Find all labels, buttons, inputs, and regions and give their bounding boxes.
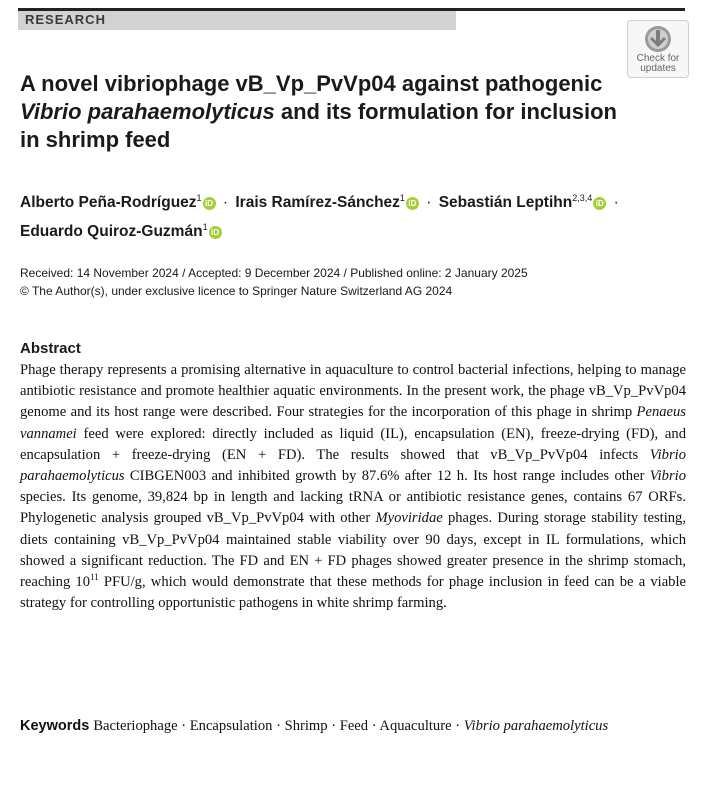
- abstract-superscript: 11: [90, 572, 99, 583]
- abstract-italic: Myoviridae: [375, 510, 443, 527]
- author-affiliation: 1: [196, 193, 202, 203]
- check-for-updates-badge[interactable]: [627, 20, 689, 78]
- author-affiliation: 1: [399, 193, 405, 203]
- orcid-icon[interactable]: iD: [593, 197, 606, 210]
- dates-line: Received: 14 November 2024 / Accepted: 9 December 2024 / Published online: 2 January 2025: [20, 266, 528, 280]
- author-1[interactable]: [20, 194, 216, 211]
- orcid-icon[interactable]: iD: [203, 197, 216, 210]
- author-2[interactable]: [235, 194, 419, 211]
- copyright-line: © The Author(s), under exclusive licence to Springer Nature Switzerland AG 2024: [20, 284, 453, 298]
- author-separator: ·: [222, 194, 229, 212]
- title-part1: A novel vibriophage vB_Vp_PvVp04 against pathogenic: [20, 71, 603, 96]
- abstract-segment: feed were explored: directly included as liquid (IL), encapsulation (EN), freeze-drying (FD), and encapsulation + freeze-drying (EN + FD). The results showed that vB_Vp_PvVp04 infects: [20, 425, 686, 463]
- title-part2: and its formulation for inclusion in shrimp feed: [20, 99, 617, 152]
- keywords-heading: Keywords: [20, 718, 90, 734]
- keywords: [20, 716, 670, 737]
- abstract-segment: Phage therapy represents a promising alternative in aquaculture to control bacterial infections, helping to manage antibiotic resistance and promote healthier aquatic environments. In the present work, the phage vB_Vp_PvVp04 genome and its host range were described. Four strategies for the incorporation of this phage in shrimp: [20, 362, 686, 421]
- abstract-segment: phages. During storage stability testing, diets containing vB_Vp_PvVp04 maintained stable viability over 90 days, except in IL formulations, which showed a significant reduction. The FD and EN + FD phages showed greater presence in the shrimp stomach, reaching 10: [20, 510, 686, 591]
- abstract-text: [20, 360, 686, 614]
- abstract-segment: species. Its genome, 39,824 bp in length and lacking tRNA or antibiotic resistance genes, contains 67 ORFs. Phylogenetic analysis grouped vB_Vp_PvVp04 with other: [20, 489, 686, 527]
- orcid-icon[interactable]: iD: [406, 197, 419, 210]
- author-4[interactable]: [20, 223, 222, 240]
- author-separator: ·: [426, 194, 432, 212]
- author-separator: ·: [613, 194, 619, 212]
- author-name: Irais Ramírez-Sánchez: [235, 194, 400, 212]
- keywords-italic: Vibrio parahaemolyticus: [463, 718, 609, 734]
- section-label: RESEARCH: [25, 12, 106, 27]
- author-affiliation: 2,3,4: [572, 193, 593, 203]
- abstract-italic: Vibrio: [649, 468, 686, 485]
- publication-dates: [20, 264, 680, 300]
- abstract-segment: CIBGEN003 and inhibited growth by 87.6% after 12 h. Its host range includes other: [124, 468, 650, 485]
- abstract-italic: Penaeus vannamei: [20, 404, 686, 442]
- keywords-list: Bacteriophage · Encapsulation · Shrimp · Feed · Aquaculture ·: [93, 718, 464, 734]
- abstract-heading: Abstract: [20, 340, 81, 357]
- abstract-segment: PFU/g, which would demonstrate that these methods for phage inclusion in feed can be a viable strategy for controlling opportunistic pathogens in white shrimp farming.: [20, 574, 687, 612]
- author-list: [20, 186, 680, 244]
- orcid-icon[interactable]: iD: [209, 226, 222, 239]
- author-name: Sebastián Leptihn: [438, 194, 573, 212]
- author-affiliation: 1: [202, 222, 208, 233]
- title-italic: Vibrio parahaemolyticus: [20, 99, 275, 124]
- author-3[interactable]: [439, 194, 607, 211]
- author-name: Alberto Peña-Rodríguez: [20, 194, 197, 212]
- updates-line2: updates: [640, 63, 676, 74]
- author-name: Eduardo Quiroz-Guzmán: [20, 223, 203, 241]
- abstract-italic: Vibrio parahaemolyticus: [20, 446, 686, 485]
- updates-line1: Check for: [636, 53, 680, 64]
- article-title: [20, 70, 620, 154]
- update-check-icon: [643, 24, 673, 54]
